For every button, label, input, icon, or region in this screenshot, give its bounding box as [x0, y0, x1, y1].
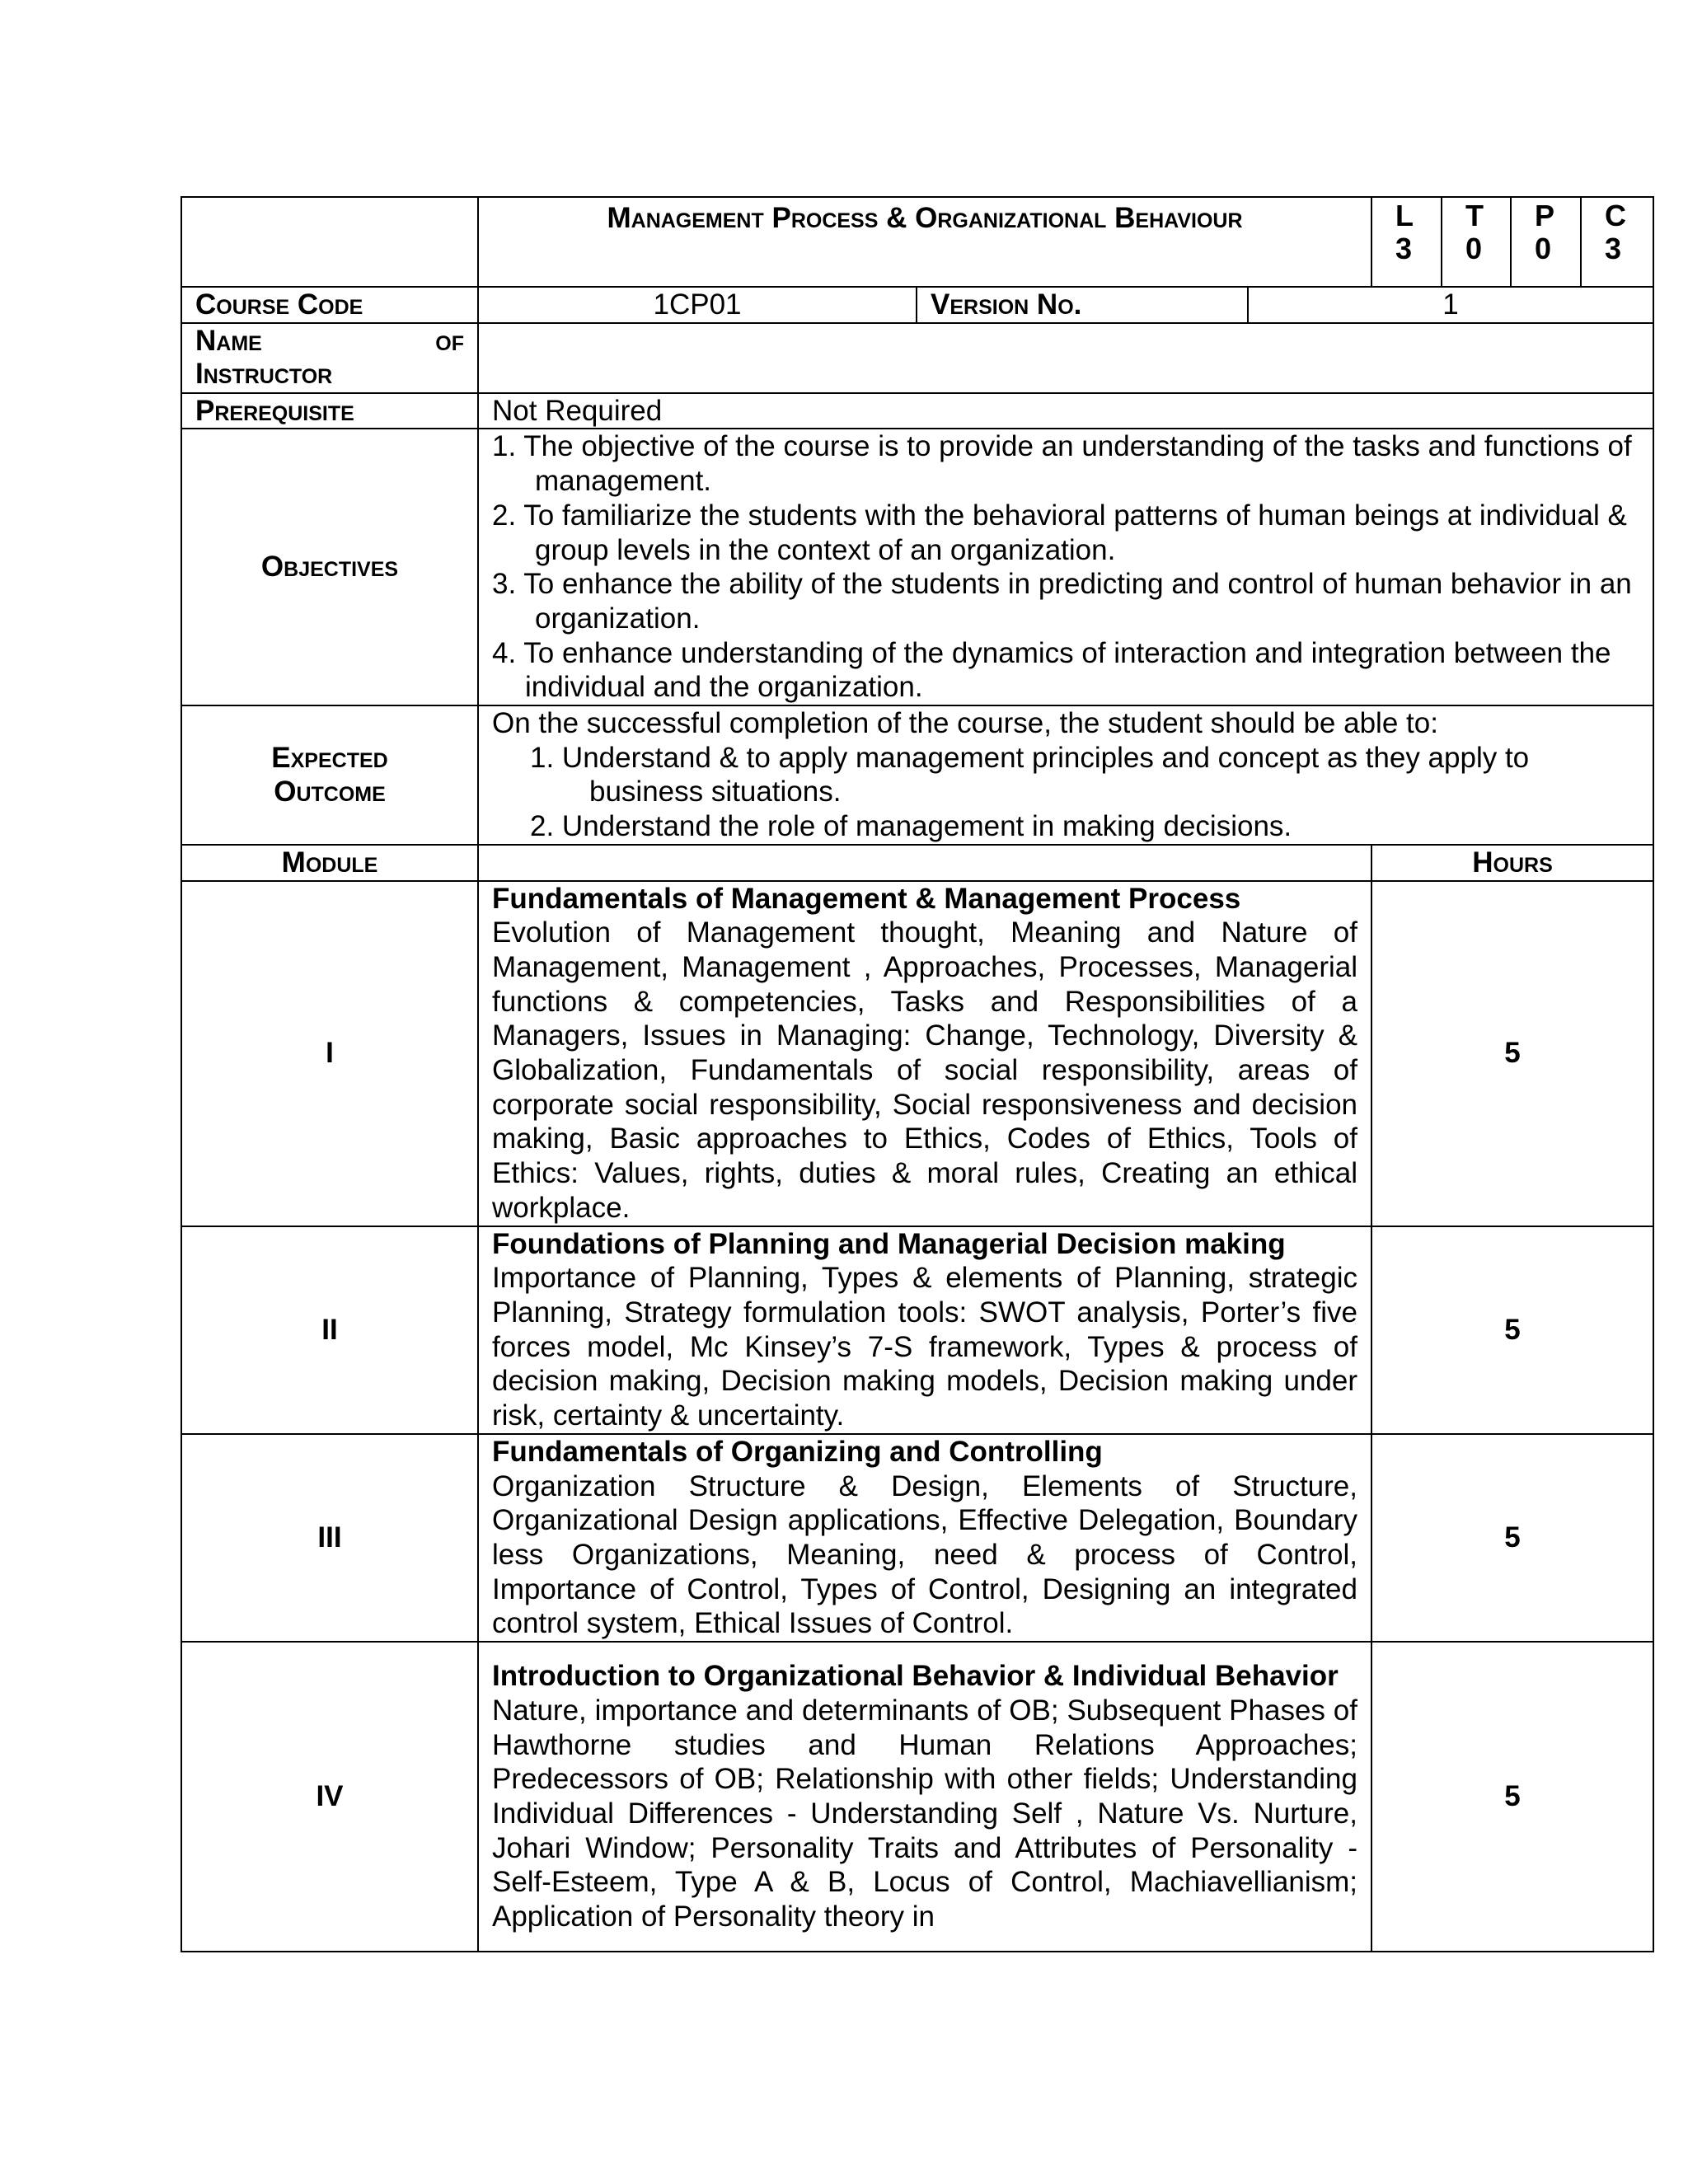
title-row	[181, 197, 1653, 287]
instructor-label-word: Name	[195, 325, 262, 358]
module-header-row	[181, 845, 1653, 881]
objectives-label: Objectives	[181, 429, 478, 705]
module-row	[181, 1226, 1653, 1434]
objectives-content	[478, 429, 1653, 705]
prerequisite-value: Not Required	[478, 393, 1653, 429]
instructor-value	[478, 323, 1653, 393]
version-value: 1	[1248, 287, 1653, 323]
objective-item: 2. To familiarize the students with the behavioral patterns of human beings at individual & group levels in the context of an organization.	[492, 499, 1627, 566]
ltpc-value: 3	[1395, 232, 1413, 265]
ltpc-p	[1511, 197, 1581, 287]
outcome-intro: On the successful completion of the course, the student should be able to:	[492, 707, 1438, 740]
module-hours: 5	[1372, 1434, 1653, 1642]
title-empty-cell	[181, 197, 478, 287]
instructor-label-line	[195, 325, 464, 358]
module-content	[478, 1642, 1372, 1952]
syllabus-table	[181, 196, 1654, 1952]
module-content	[478, 1434, 1372, 1642]
ltpc-letter: C	[1605, 199, 1626, 232]
outcome-row	[181, 705, 1653, 845]
module-title: Foundations of Planning and Managerial Decision making	[492, 1227, 1286, 1260]
ltpc-c	[1581, 197, 1653, 287]
instructor-row	[181, 323, 1653, 393]
module-row	[181, 1642, 1653, 1952]
module-hours: 5	[1372, 1642, 1653, 1952]
course-code-label: Course Code	[181, 287, 478, 323]
module-description: Nature, importance and determinants of OB; Subsequent Phases of Hawthorne studies and Human Relations Approaches; Predecessors of OB; Relationship with other fields; Understanding Individual Differences - Understanding Self , Nature Vs. Nurture, Johari Window; Personality Traits and Attributes of Personality - Self-Esteem, Type A & B, Locus of Control, Machiavellianism; Application of Personality theory in	[492, 1694, 1357, 1933]
hours-header-label: Hours	[1372, 845, 1653, 881]
module-description: Importance of Planning, Types & elements of Planning, strategic Planning, Strategy formulation tools: SWOT analysis, Porter’s five forces model, Mc Kinsey’s 7-S framework, Types & process of decision making, Decision making models, Decision making under risk, certainty & uncertainty.	[492, 1262, 1357, 1432]
objectives-list	[492, 429, 1639, 705]
module-title: Fundamentals of Management & Management Process	[492, 882, 1241, 915]
module-number: IV	[181, 1642, 478, 1952]
module-hours: 5	[1372, 1226, 1653, 1434]
module-content	[478, 1226, 1372, 1434]
outcome-label	[181, 705, 478, 845]
module-description: Organization Structure & Design, Elements of Structure, Organizational Design applications, Effective Delegation, Boundary less Organizations, Meaning, need & process of Control, Importance of Control, Types of Control, Designing an integrated control system, Ethical Issues of Control.	[492, 1469, 1357, 1640]
module-title: Introduction to Organizational Behavior & Individual Behavior	[492, 1660, 1339, 1693]
objective-item: 4. To enhance understanding of the dynamics of interaction and integration between the individual and the organization.	[492, 636, 1611, 704]
module-row	[181, 881, 1653, 1226]
ltpc-t	[1442, 197, 1511, 287]
objective-item: 1. The objective of the course is to provide an understanding of the tasks and functions of management.	[492, 430, 1632, 498]
module-number: III	[181, 1434, 478, 1642]
module-number: II	[181, 1226, 478, 1434]
module-content	[478, 881, 1372, 1226]
objective-item: 3. To enhance the ability of the students in predicting and control of human behavior in an organization.	[492, 568, 1632, 635]
course-title: Management Process & Organizational Behaviour	[478, 197, 1372, 287]
objectives-row	[181, 429, 1653, 705]
ltpc-l	[1372, 197, 1442, 287]
module-hours: 5	[1372, 881, 1653, 1226]
course-code-row	[181, 287, 1653, 323]
ltpc-letter: P	[1535, 199, 1555, 232]
module-row	[181, 1434, 1653, 1642]
ltpc-letter: L	[1395, 199, 1414, 232]
outcome-label-word: Expected	[271, 741, 388, 774]
version-label: Version No.	[917, 287, 1248, 323]
instructor-label-word: of	[435, 325, 464, 358]
outcome-content	[478, 705, 1653, 845]
prerequisite-label: Prerequisite	[181, 393, 478, 429]
module-number: I	[181, 881, 478, 1226]
module-description: Evolution of Management thought, Meaning and Nature of Management, Management , Approaches, Processes, Managerial functions & competencies, Tasks and Responsibilities of a Managers, Issues in Managing: Change, Technology, Diversity & Globalization, Fundamentals of social responsibility, areas of corporate social responsibility, Social responsiveness and decision making, Basic approaches to Ethics, Codes of Ethics, Tools of Ethics: Values, rights, duties & moral rules, Creating an ethical workplace.	[492, 916, 1357, 1224]
outcome-item: 2. Understand the role of management in making decisions.	[530, 810, 1292, 843]
instructor-label-word: Instructor	[195, 358, 333, 391]
module-header-empty	[478, 845, 1372, 881]
ltpc-value: 0	[1465, 232, 1483, 265]
prerequisite-row	[181, 393, 1653, 429]
outcome-label-word: Outcome	[274, 776, 386, 808]
outcome-list	[492, 741, 1639, 844]
module-title: Fundamentals of Organizing and Controlling	[492, 1435, 1103, 1468]
ltpc-value: 3	[1605, 232, 1622, 265]
instructor-label	[181, 323, 478, 393]
ltpc-value: 0	[1535, 232, 1552, 265]
ltpc-letter: T	[1465, 199, 1484, 232]
course-code-value: 1CP01	[478, 287, 917, 323]
outcome-item: 1. Understand & to apply management principles and concept as they apply to business situations.	[530, 741, 1530, 808]
module-header-label: Module	[181, 845, 478, 881]
